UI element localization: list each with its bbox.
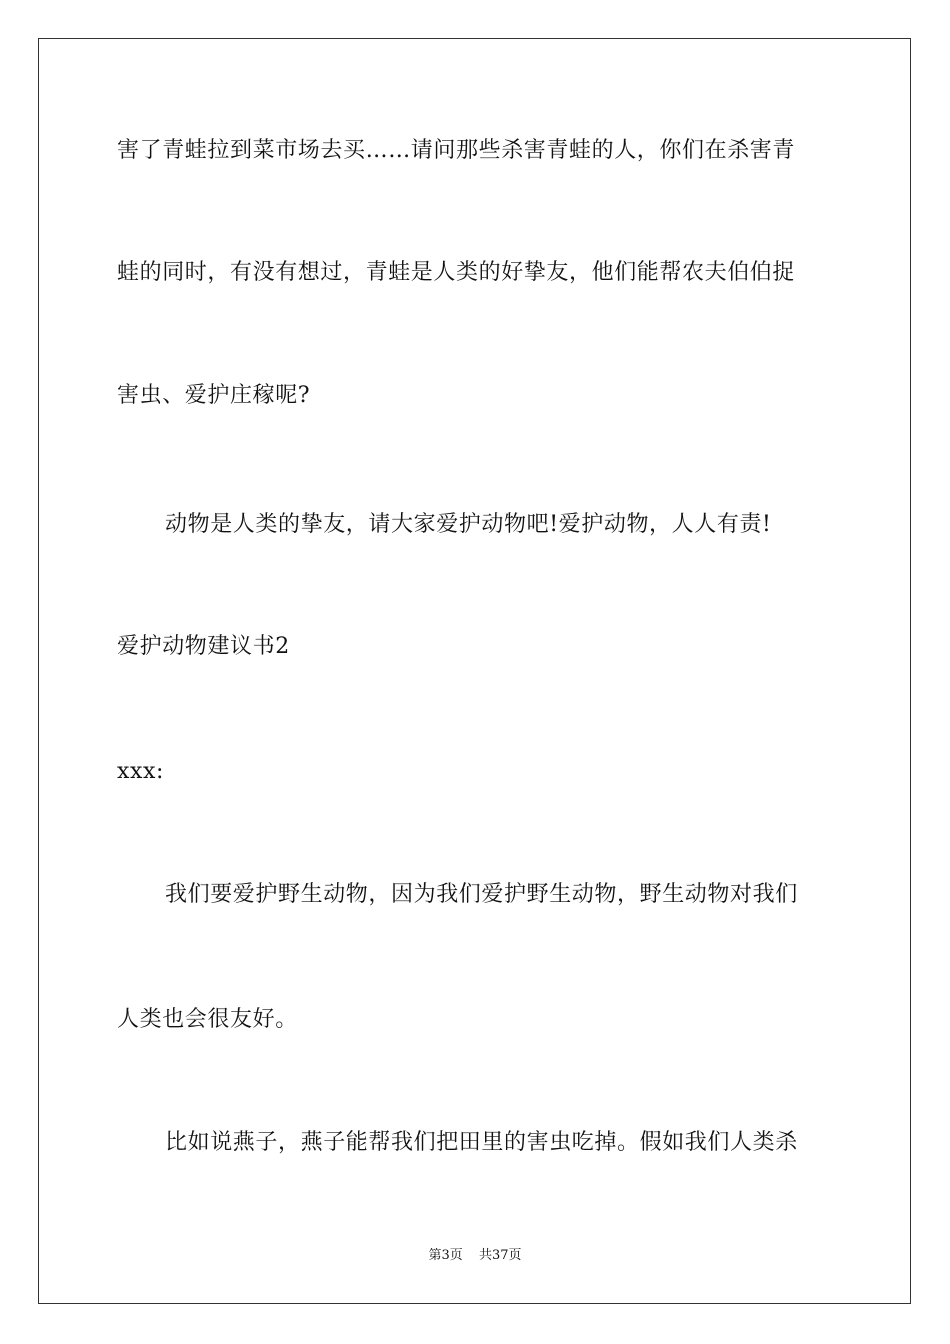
body-text-line: 人类也会很友好。 [117, 1007, 298, 1032]
section-heading: 爱护动物建议书2 [117, 634, 290, 659]
page-footer [0, 1247, 950, 1265]
body-text-line: 害了青蛙拉到菜市场去买……请问那些杀害青蛙的人，你们在杀害青 [117, 138, 796, 163]
paragraph-first-line: 动物是人类的挚友，请大家爱护动物吧!爱护动物，人人有责! [165, 512, 772, 537]
paragraph-first-line: 比如说燕子，燕子能帮我们把田里的害虫吃掉。假如我们人类杀 [165, 1130, 798, 1155]
page-number: 第3页 [428, 1248, 463, 1263]
salutation: xxx: [117, 759, 165, 784]
paragraph-first-line: 我们要爱护野生动物，因为我们爱护野生动物，野生动物对我们 [165, 882, 798, 907]
page-border [38, 38, 911, 1304]
body-text-line: 害虫、爱护庄稼呢? [117, 383, 311, 408]
page-total: 共37页 [478, 1248, 522, 1263]
body-text-line: 蛙的同时，有没有想过，青蛙是人类的好挚友，他们能帮农夫伯伯捉 [117, 260, 796, 285]
